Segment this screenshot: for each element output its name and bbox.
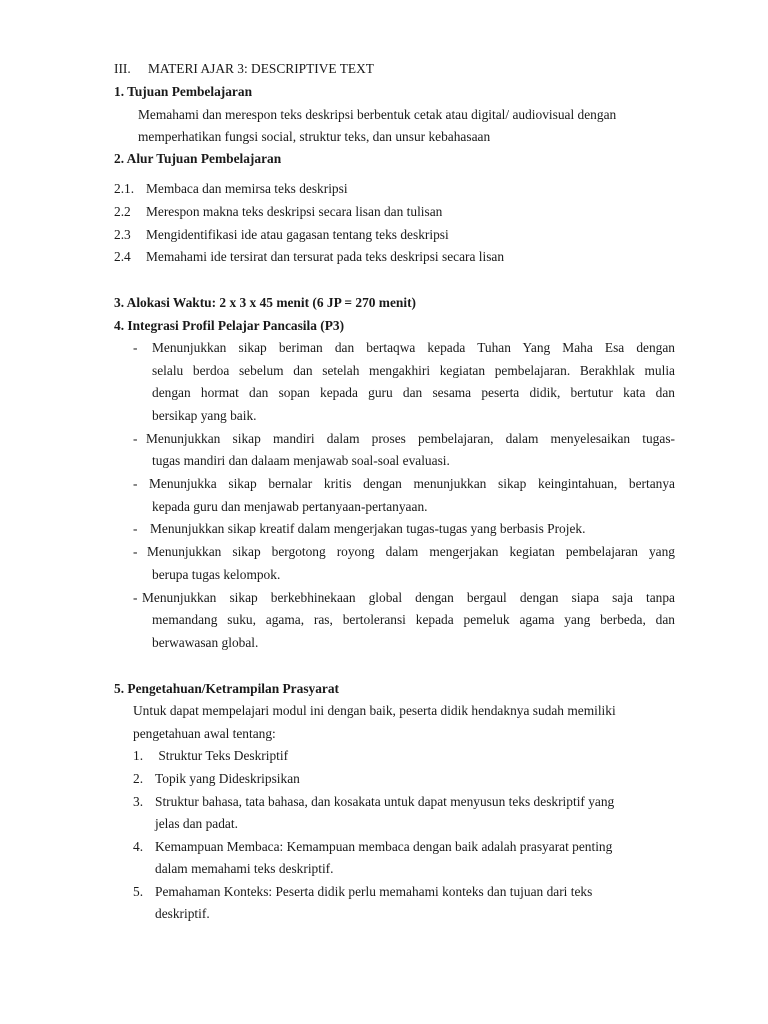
bullet-dash: - — [133, 431, 138, 446]
list-item-number: 1. — [133, 748, 144, 763]
list-item-number: 2.3 — [114, 227, 131, 242]
bullet-line: Menunjukkan sikap mandiri dalam proses pembelajaran, dalam menyelesaikan tugas- — [146, 431, 675, 446]
list-item-number: 2.1. — [114, 181, 135, 196]
heading-prasyarat: 5. Pengetahuan/Ketrampilan Prasyarat — [114, 681, 340, 696]
bullet-line: memandang suku, agama, ras, bertoleransi kepada pemeluk agama yang berbeda, dan — [152, 612, 675, 627]
list-item-text: dalam memahami teks deskriptif. — [155, 861, 334, 876]
paragraph-line: pengetahuan awal tentang: — [133, 726, 276, 741]
bullet-line: Menunjukkan sikap berkebhinekaan global dengan bergaul dengan siapa saja tanpa — [142, 590, 675, 605]
heading-alur-tujuan: 2. Alur Tujuan Pembelajaran — [114, 151, 282, 166]
list-item-text: Struktur Teks Deskriptif — [155, 748, 289, 763]
list-item-number: 2.2 — [114, 204, 131, 219]
bullet-line: Menunjukkan sikap bergotong royong dalam mengerjakan kegiatan pembelajaran yang — [147, 544, 675, 559]
list-item-text: Merespon makna teks deskripsi secara lisan dan tulisan — [146, 204, 443, 219]
bullet-dash: - — [133, 590, 138, 605]
list-item-text: deskriptif. — [155, 906, 210, 921]
list-item-text: Pemahaman Konteks: Peserta didik perlu memahami konteks dan tujuan dari teks — [155, 884, 593, 899]
bullet-line: selalu berdoa sebelum dan setelah mengakhiri kegiatan pembelajaran. Berakhlak mulia — [152, 363, 675, 378]
list-item-text: Memahami ide tersirat dan tersurat pada teks deskripsi secara lisan — [146, 249, 505, 264]
paragraph-line: Memahami dan merespon teks deskripsi berbentuk cetak atau digital/ audiovisual dengan — [138, 107, 617, 122]
bullet-line: Menunjukkan sikap beriman dan bertaqwa kepada Tuhan Yang Maha Esa dengan — [152, 340, 675, 355]
list-item-text: Membaca dan memirsa teks deskripsi — [146, 181, 348, 196]
heading-tujuan-pembelajaran: 1. Tujuan Pembelajaran — [114, 84, 253, 99]
bullet-dash: - — [133, 476, 138, 491]
list-item-text: Topik yang Dideskripsikan — [155, 771, 300, 786]
list-item-number: 2.4 — [114, 249, 131, 264]
bullet-line: tugas mandiri dan dalaam menjawab soal-soal evaluasi. — [152, 453, 450, 468]
bullet-line: Menunjukkan sikap kreatif dalam mengerjakan tugas-tugas yang berbasis Projek. — [150, 521, 586, 536]
list-item-text: Kemampuan Membaca: Kemampuan membaca dengan baik adalah prasyarat penting — [155, 839, 613, 854]
list-item-number: 5. — [133, 884, 144, 899]
bullet-line: berupa tugas kelompok. — [152, 567, 281, 582]
bullet-line: bersikap yang baik. — [152, 408, 257, 423]
bullet-dash: - — [133, 340, 138, 355]
list-item-number: 2. — [133, 771, 144, 786]
section-number: III. — [114, 61, 131, 76]
paragraph-line: memperhatikan fungsi social, struktur teks, dan unsur kebahasaan — [138, 129, 491, 144]
list-item-text: Struktur bahasa, tata bahasa, dan kosakata untuk dapat menyusun teks deskriptif yang — [155, 794, 615, 809]
bullet-line: berwawasan global. — [152, 635, 259, 650]
bullet-line: dengan hormat dan sopan kepada guru dan sesama peserta didik, bertutur kata dan — [152, 385, 675, 400]
bullet-dash: - — [133, 544, 138, 559]
bullet-line: Menunjukka sikap bernalar kritis dengan menunjukkan sikap keingintahuan, bertanya — [149, 476, 675, 491]
paragraph-line: Untuk dapat mempelajari modul ini dengan baik, peserta didik hendaknya sudah memiliki — [133, 703, 616, 718]
list-item-number: 3. — [133, 794, 144, 809]
heading-alokasi-waktu: 3. Alokasi Waktu: 2 x 3 x 45 menit (6 JP = 270 menit) — [114, 295, 416, 310]
list-item-text: Mengidentifikasi ide atau gagasan tentang teks deskripsi — [146, 227, 449, 242]
bullet-line: kepada guru dan menjawab pertanyaan-pertanyaan. — [152, 499, 428, 514]
section-title: MATERI AJAR 3: DESCRIPTIVE TEXT — [148, 61, 374, 76]
bullet-dash: - — [133, 521, 138, 536]
list-item-number: 4. — [133, 839, 144, 854]
list-item-text: jelas dan padat. — [155, 816, 238, 831]
heading-integrasi-p3: 4. Integrasi Profil Pelajar Pancasila (P3) — [114, 318, 345, 333]
